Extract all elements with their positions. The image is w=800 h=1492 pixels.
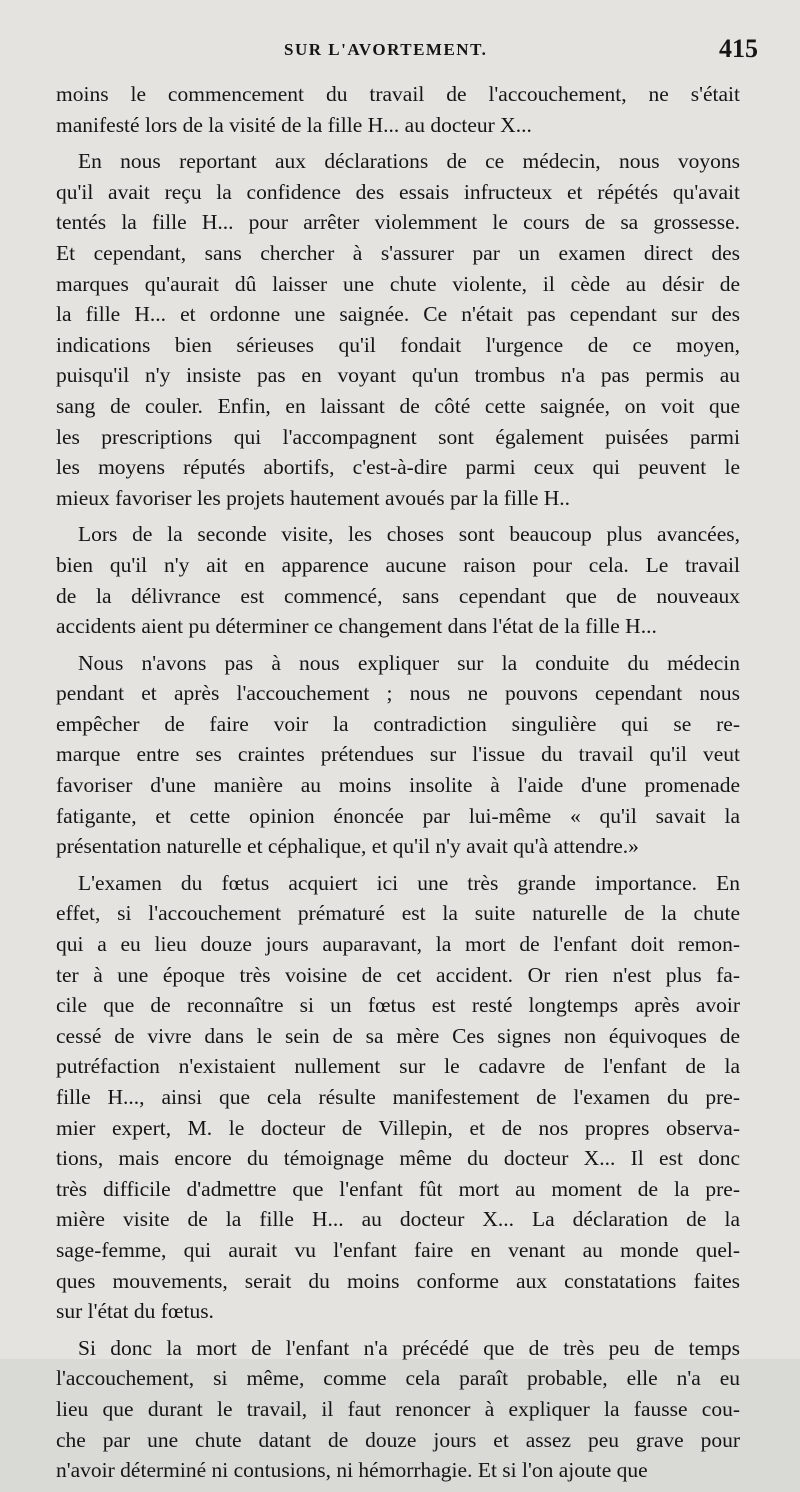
text-line: l'accouchement, si même, comme cela paraît probable, elle n'a eu: [56, 1366, 740, 1391]
text-line: En nous reportant aux déclarations de ce médecin, nous voyons: [78, 149, 740, 174]
text-line: les moyens réputés abortifs, c'est-à-dire parmi ceux qui peuvent le: [56, 455, 740, 480]
text-line: Nous n'avons pas à nous expliquer sur la conduite du médecin: [78, 650, 740, 675]
text-line: empêcher de faire voir la contradiction singulière qui se re-: [56, 711, 740, 736]
text-line: cessé de vivre dans le sein de sa mère Ces signes non équivoques de: [56, 1023, 740, 1048]
page-header: [56, 34, 770, 74]
text-line: moins le commencement du travail de l'accouchement, ne s'était: [56, 82, 740, 106]
text-line: qui a eu lieu douze jours auparavant, la mort de l'enfant doit remon-: [56, 932, 740, 957]
text-line: sang de couler. Enfin, en laissant de côté cette saignée, on voit que: [56, 393, 740, 418]
text-line: de la délivrance est commencé, sans cependant que de nouveaux: [56, 583, 740, 608]
text-line: putréfaction n'existaient nullement sur le cadavre de l'enfant de la: [56, 1054, 740, 1079]
text-line: n'avoir déterminé ni contusions, ni hémorrhagie. Et si l'on ajoute que: [56, 1458, 648, 1483]
text-line: fatigante, et cette opinion énoncée par lui-même « qu'il savait la: [56, 803, 740, 828]
text-line: puisqu'il n'y insiste pas en voyant qu'un trombus n'a pas permis au: [56, 363, 740, 388]
page-number: 415: [719, 34, 758, 63]
text-line: favoriser d'une manière au moins insolite à l'aide d'une promenade: [56, 773, 740, 798]
text-line: marque entre ses craintes prétendues sur l'issue du travail qu'il veut: [56, 742, 740, 767]
text-line: très difficile d'admettre que l'enfant fût mort au moment de la pre-: [56, 1176, 740, 1201]
paragraph: [56, 648, 740, 862]
text-line: tentés la fille H... pour arrêter violemment le cours de sa grossesse.: [56, 210, 740, 235]
paragraph: [56, 146, 740, 513]
text-line: mier expert, M. le docteur de Villepin, et de nos propres observa-: [56, 1115, 740, 1140]
text-line: fille H..., ainsi que cela résulte manifestement de l'examen du pre-: [56, 1085, 740, 1109]
text-line: marques qu'aurait dû laisser une chute violente, il cède au désir de: [56, 271, 740, 296]
text-line: Si donc la mort de l'enfant n'a précédé que de très peu de temps: [78, 1335, 740, 1360]
text-line: che par une chute datant de douze jours et assez peu grave pour: [56, 1427, 740, 1452]
running-title: SUR L'AVORTEMENT.: [284, 40, 488, 59]
text-line: effet, si l'accouchement prématuré est la suite naturelle de la chute: [56, 901, 740, 926]
text-line: bien qu'il n'y ait en apparence aucune raison pour cela. Le travail: [56, 552, 740, 577]
text-line: qu'il avait reçu la confidence des essais infructeux et répétés qu'avait: [56, 179, 740, 204]
text-line: lieu que durant le travail, il faut renoncer à expliquer la fausse cou-: [56, 1396, 740, 1421]
text-line: sur l'état du fœtus.: [56, 1299, 214, 1324]
paragraph: [56, 519, 740, 641]
text-line: cile que de reconnaître si un fœtus est resté longtemps après avoir: [56, 993, 740, 1018]
text-line: mière visite de la fille H... au docteur X... La déclaration de la: [56, 1207, 740, 1232]
text-line: accidents aient pu déterminer ce changement dans l'état de la fille H...: [56, 614, 657, 639]
text-line: ter à une époque très voisine de cet accident. Or rien n'est plus fa-: [56, 962, 740, 987]
text-line: L'examen du fœtus acquiert ici une très grande importance. En: [78, 870, 740, 895]
text-line: Lors de la seconde visite, les choses sont beaucoup plus avancées,: [78, 522, 740, 547]
text-line: pendant et après l'accouchement ; nous ne pouvons cependant nous: [56, 681, 740, 706]
text-line: la fille H... et ordonne une saignée. Ce n'était pas cependant sur des: [56, 302, 740, 327]
text-line: ques mouvements, serait du moins conforme aux constatations faites: [56, 1268, 740, 1293]
text-line: sage-femme, qui aurait vu l'enfant faire en venant au monde quel-: [56, 1237, 740, 1262]
paragraph: [56, 79, 740, 140]
paragraph: [56, 868, 740, 1327]
text-line: Et cependant, sans chercher à s'assurer par un examen direct des: [56, 240, 740, 265]
text-line: les prescriptions qui l'accompagnent sont également puisées parmi: [56, 424, 740, 449]
text-line: présentation naturelle et céphalique, et qu'il n'y avait qu'à attendre.»: [56, 834, 639, 859]
text-line: tions, mais encore du témoignage même du docteur X... Il est donc: [56, 1146, 740, 1171]
text-line: mieux favoriser les projets hautement avoués par la fille H..: [56, 485, 571, 510]
paragraph: [56, 1333, 740, 1486]
body-text: [56, 79, 740, 1492]
text-line: manifesté lors de la visité de la fille H... au docteur X...: [56, 112, 532, 137]
text-line: indications bien sérieuses qu'il fondait l'urgence de ce moyen,: [56, 332, 740, 357]
